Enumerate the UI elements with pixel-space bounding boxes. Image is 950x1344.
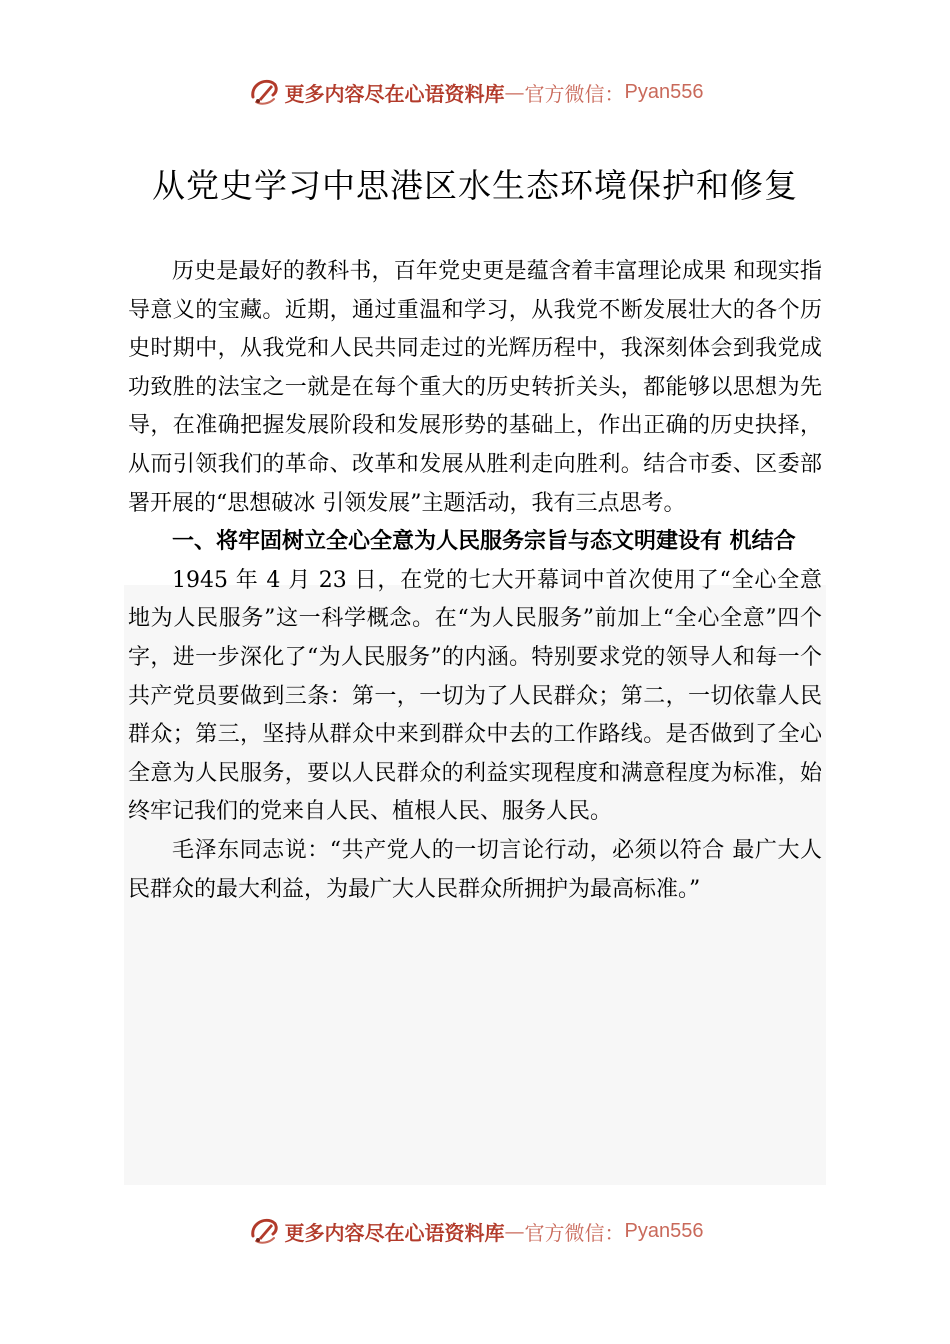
body-paragraph: 1945 年 4 月 23 日，在党的七大开幕词中首次使用了“全心全意地为人民服务”这一科学概念。在“为人民服务”前加上“全心全意”四个字，进一步深化了“为人民服务”的内涵。特别要求党的领导人和每一个共产党员要做到三条：第一，一切为了人民群众；第二，一切依靠人民群众；第三，坚持从群众中来到群众中去的工作路线。是否做到了全心全意为人民服务，要以人民群众的利益实现程度和满意程度为标准，始终牢记我们的党来自人民、植根人民、服务人民。 bbox=[128, 567, 822, 825]
banner-wechat-id: Pyan556 bbox=[624, 80, 704, 103]
body-paragraph: 毛泽东同志说：“共产党人的一切言论行动，必须以符合 最广大人民群众的最大利益，为最广大人民群众所拥护为最高标准。” bbox=[128, 837, 822, 902]
banner-slogan: 更多内容尽在心语资料库 bbox=[284, 81, 505, 106]
banner-dash: — bbox=[504, 80, 525, 104]
banner-wechat-label: 官方微信： bbox=[524, 81, 625, 106]
document-title: 从党史学习中思港区水生态环境保护和修复 bbox=[152, 166, 798, 205]
footer-banner bbox=[0, 1211, 950, 1251]
section-heading-1: 一、将牢固树立全心全意为人民服务宗旨与态文明建设有 机结合 bbox=[172, 529, 796, 555]
intro-paragraph: 历史是最好的教科书，百年党史更是蕴含着丰富理论成果 和现实指导意义的宝藏。近期，通过重温和学习，从我党不断发展壮大的各个历史时期中，从我党和人民共同走过的光辉历程中，我深刻体会到我党成功致胜的法宝之一就是在每个重大的历史转折关头，都能够以思想为先导，在准确把握发展阶段和发展形势的基础上，作出正确的历史抉择，从而引领我们的革命、改革和发展从胜利走向胜利。结合市委、区委部署开展的“思想破冰 引领发展”主题活动，我有三点思考。 bbox=[128, 259, 822, 516]
header-banner bbox=[0, 72, 950, 112]
banner-slogan: 更多内容尽在心语资料库 bbox=[284, 1220, 505, 1245]
banner-wechat-id: Pyan556 bbox=[624, 1219, 704, 1242]
pen-swirl-logo-icon bbox=[247, 1214, 281, 1248]
pen-swirl-logo-icon bbox=[247, 75, 281, 109]
banner-dash: — bbox=[504, 1219, 525, 1243]
document-body bbox=[128, 253, 822, 909]
banner-wechat-label: 官方微信： bbox=[524, 1220, 625, 1245]
